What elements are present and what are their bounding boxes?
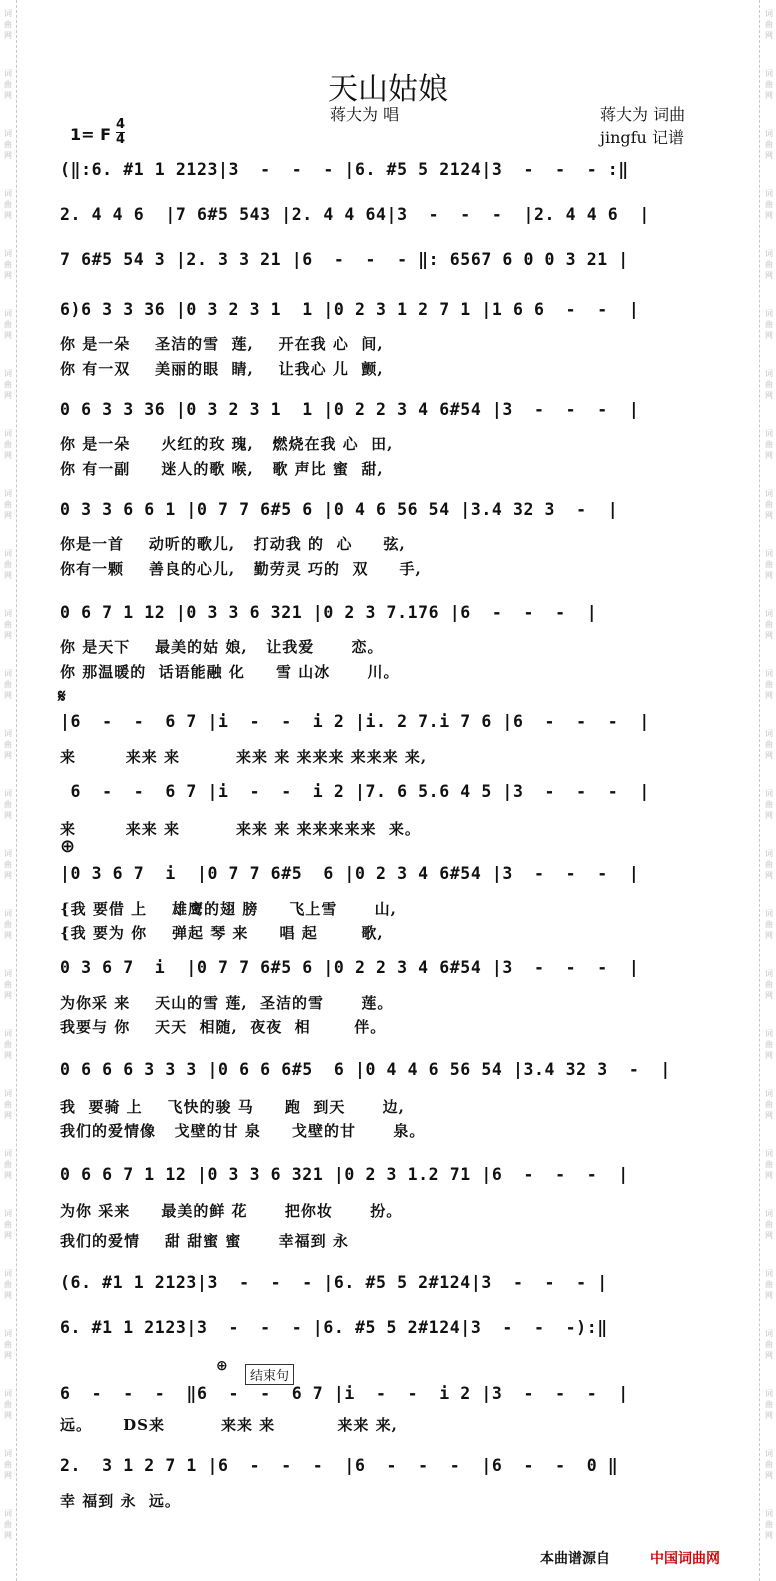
watermark-text: 词曲网 [4, 369, 12, 400]
notation-line: 0 6 3 3 36 |0 3 2 3 1 1 |0 2 2 3 4 6#54 |3 - - - | [60, 400, 640, 419]
watermark-text: 词曲网 [765, 909, 773, 940]
watermark-text: 词曲网 [765, 9, 773, 40]
watermark-text: 词曲网 [4, 969, 12, 1000]
time-signature [116, 118, 125, 147]
watermark-text: 词曲网 [765, 1149, 773, 1180]
notation-line: |6 - - 6 7 |i - - i 2 |i. 2 7.i 7 6 |6 - - - | [60, 712, 650, 731]
watermark-text: 词曲网 [4, 1209, 12, 1240]
watermark-text: 词曲网 [4, 69, 12, 100]
song-title: 天山姑娘 [328, 72, 448, 107]
watermark-text: 词曲网 [765, 489, 773, 520]
lyric-line: 你 是一朵 火红的玫 瑰, 燃烧在我 心 田, [60, 435, 394, 453]
watermark-text: 词曲网 [765, 1029, 773, 1060]
notation-line: 6. #1 1 2123|3 - - - |6. #5 5 2#124|3 - - -):‖ [60, 1318, 608, 1337]
lyric-line: 远。 DS来 来来 来 来来 来, [60, 1416, 398, 1434]
notation-line: 0 6 6 6 3 3 3 |0 6 6 6#5 6 |0 4 4 6 56 54 |3.4 32 3 - | [60, 1060, 671, 1079]
lyric-line: 你 是一朵 圣洁的雪 莲, 开在我 心 间, [60, 335, 384, 353]
watermark-text: 词曲网 [4, 1029, 12, 1060]
segno-sign: 𝄋 [58, 686, 66, 707]
watermark-text: 词曲网 [765, 1209, 773, 1240]
watermark-text: 词曲网 [4, 1449, 12, 1480]
right-margin [759, 0, 776, 1581]
lyric-line: 我 要骑 上 飞快的骏 马 跑 到天 边, [60, 1098, 405, 1116]
coda-sign-end: ⊕ [216, 1358, 228, 1374]
watermark-text: 词曲网 [4, 1269, 12, 1300]
ending-phrase-label: 结束句 [245, 1364, 294, 1385]
key-signature: 1= F [70, 125, 112, 144]
source-site-link[interactable]: 中国词曲网 [650, 1551, 720, 1567]
watermark-text: 词曲网 [4, 1089, 12, 1120]
watermark-text: 词曲网 [4, 1509, 12, 1540]
watermark-text: 词曲网 [4, 909, 12, 940]
watermark-text: 词曲网 [765, 69, 773, 100]
lyric-line: 来 来来 来 来来 来 来来来 来来来 来, [60, 748, 428, 766]
notation-line: 6)6 3 3 36 |0 3 2 3 1 1 |0 2 3 1 2 7 1 |1 6 6 - - | [60, 300, 640, 319]
transcriber-credit: jingfu 记谱 [600, 128, 684, 147]
notation-line: (‖:6. #1 1 2123|3 - - - |6. #5 5 2124|3 - - - :‖ [60, 160, 629, 179]
watermark-text: 词曲网 [765, 1269, 773, 1300]
watermark-text: 词曲网 [765, 1089, 773, 1120]
watermark-text: 词曲网 [4, 129, 12, 160]
lyric-line: {我 要为 你 弹起 琴 来 唱 起 歌, [60, 924, 384, 942]
singer-credit: 蒋大为 唱 [330, 105, 400, 124]
watermark-text: 词曲网 [765, 849, 773, 880]
watermark-text: 词曲网 [4, 609, 12, 640]
time-sig-bottom: 4 [116, 132, 126, 147]
watermark-text: 词曲网 [4, 1389, 12, 1420]
notation-line: 0 3 6 7 i |0 7 7 6#5 6 |0 2 2 3 4 6#54 |3 - - - | [60, 958, 640, 977]
left-margin [0, 0, 17, 1581]
lyric-line: 我们的爱情像 戈壁的甘 泉 戈壁的甘 泉。 [60, 1122, 426, 1140]
lyric-line: 你 有一副 迷人的歌 喉, 歌 声比 蜜 甜, [60, 460, 384, 478]
watermark-text: 词曲网 [4, 789, 12, 820]
watermark-text: 词曲网 [765, 729, 773, 760]
watermark-text: 词曲网 [4, 1329, 12, 1360]
lyric-line: 来 来来 来 来来 来 来来来来来 来。 [60, 820, 421, 838]
watermark-text: 词曲网 [765, 249, 773, 280]
lyric-line: 我要与 你 天天 相随, 夜夜 相 伴。 [60, 1018, 387, 1036]
notation-line: 0 6 6 7 1 12 |0 3 3 6 321 |0 2 3 1.2 71 |6 - - - | [60, 1165, 629, 1184]
notation-line: 7 6#5 54 3 |2. 3 3 21 |6 - - - ‖: 6567 6 0 0 3 21 | [60, 250, 629, 269]
watermark-text: 词曲网 [4, 249, 12, 280]
watermark-text: 词曲网 [765, 1509, 773, 1540]
watermark-text: 词曲网 [765, 129, 773, 160]
lyric-line: 你 是天下 最美的姑 娘, 让我爱 恋。 [60, 638, 384, 656]
watermark-text: 词曲网 [765, 669, 773, 700]
watermark-text: 词曲网 [765, 429, 773, 460]
notation-line: 0 3 3 6 6 1 |0 7 7 6#5 6 |0 4 6 56 54 |3.4 32 3 - | [60, 500, 619, 519]
watermark-text: 词曲网 [765, 1449, 773, 1480]
lyric-line: 幸 福到 永 远。 [60, 1492, 181, 1510]
watermark-text: 词曲网 [765, 549, 773, 580]
watermark-text: 词曲网 [765, 309, 773, 340]
source-label: 本曲谱源自 [540, 1551, 610, 1567]
notation-line: 6 - - - ‖6 - - 6 7 |i - - i 2 |3 - - - | [60, 1384, 629, 1403]
watermark-text: 词曲网 [765, 1389, 773, 1420]
coda-sign: ⊕ [60, 836, 76, 857]
watermark-text: 词曲网 [765, 189, 773, 220]
lyric-line: 你 那温暖的 话语能融 化 雪 山冰 川。 [60, 663, 400, 681]
notation-line: 2. 4 4 6 |7 6#5 543 |2. 4 4 64|3 - - - |2. 4 4 6 | [60, 205, 650, 224]
watermark-text: 词曲网 [4, 729, 12, 760]
watermark-text: 词曲网 [765, 969, 773, 1000]
watermark-text: 词曲网 [4, 309, 12, 340]
watermark-text: 词曲网 [4, 429, 12, 460]
composer-credit: 蒋大为 词曲 [600, 105, 686, 124]
watermark-text: 词曲网 [4, 189, 12, 220]
watermark-text: 词曲网 [4, 849, 12, 880]
watermark-text: 词曲网 [765, 609, 773, 640]
watermark-text: 词曲网 [4, 9, 12, 40]
watermark-text: 词曲网 [765, 1329, 773, 1360]
lyric-line: 我们的爱情 甜 甜蜜 蜜 幸福到 永 [60, 1232, 349, 1250]
notation-line: 2. 3 1 2 7 1 |6 - - - |6 - - - |6 - - 0 ‖ [60, 1456, 619, 1475]
lyric-line: {我 要借 上 雄鹰的翅 膀 飞上雪 山, [60, 900, 397, 918]
watermark-text: 词曲网 [765, 789, 773, 820]
watermark-text: 词曲网 [4, 489, 12, 520]
watermark-text: 词曲网 [4, 549, 12, 580]
notation-line: (6. #1 1 2123|3 - - - |6. #5 5 2#124|3 - - - | [60, 1273, 608, 1292]
watermark-text: 词曲网 [4, 1149, 12, 1180]
watermark-text: 词曲网 [4, 669, 12, 700]
lyric-line: 你是一首 动听的歌儿, 打动我 的 心 弦, [60, 535, 406, 553]
notation-line: 6 - - 6 7 |i - - i 2 |7. 6 5.6 4 5 |3 - - - | [60, 782, 650, 801]
notation-line: 0 6 7 1 12 |0 3 3 6 321 |0 2 3 7.176 |6 - - - | [60, 603, 598, 622]
lyric-line: 为你采 来 天山的雪 莲, 圣洁的雪 莲。 [60, 994, 394, 1012]
lyric-line: 为你 采来 最美的鲜 花 把你妆 扮。 [60, 1202, 403, 1220]
watermark-text: 词曲网 [765, 369, 773, 400]
lyric-line: 你 有一双 美丽的眼 睛, 让我心 儿 颤, [60, 360, 384, 378]
lyric-line: 你有一颗 善良的心儿, 勤劳灵 巧的 双 手, [60, 560, 422, 578]
time-sig-top: 4 [116, 117, 126, 132]
notation-line: |0 3 6 7 i |0 7 7 6#5 6 |0 2 3 4 6#54 |3 - - - | [60, 864, 640, 883]
